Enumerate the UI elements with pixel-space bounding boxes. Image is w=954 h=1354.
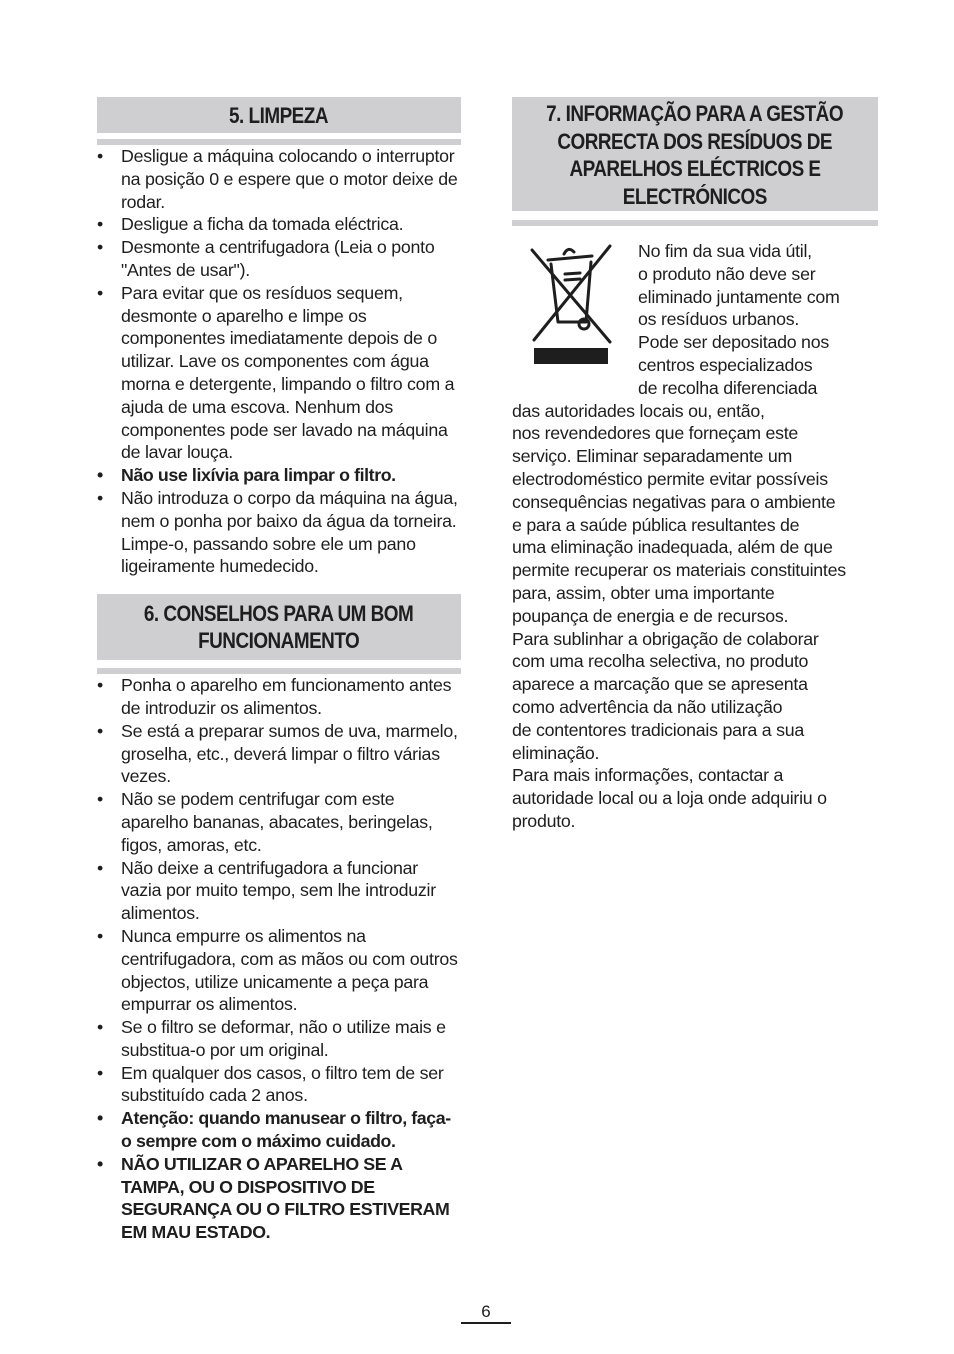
section-7-rule xyxy=(512,220,878,226)
crossed-out-wheelie-bin-icon xyxy=(528,240,614,366)
section-6-list-item: • Não se podem centrifugar com este aparelho bananas, abacates, beringelas, figos, amoras, etc. xyxy=(97,788,461,856)
section-6-list-item: • NÃO UTILIZAR O APARELHO SE A TAMPA, OU O DISPOSITIVO DE SEGURANÇA OU O FILTRO ESTIVERAM EM MAU ESTADO. xyxy=(97,1153,461,1244)
weee-text-wrapped: No fim da sua vida útil, o produto não deve ser eliminado juntamente com os resíduos urbanos. Pode ser depositado nos centros especializados de recolha diferenciada xyxy=(638,241,840,398)
section-7-title-line-4: ELECTRÓNICOS xyxy=(622,183,768,209)
section-6-list-item: • Não deixe a centrifugadora a funcionar vazia por muito tempo, sem lhe introduzir alimentos. xyxy=(97,857,461,925)
section-6-heading xyxy=(97,594,461,660)
section-6-title-line-2: FUNCIONAMENTO xyxy=(198,628,360,654)
left-column xyxy=(97,97,461,1244)
page-number: 6 xyxy=(481,1302,491,1321)
section-6-list-item: • Em qualquer dos casos, o filtro tem de ser substituído cada 2 anos. xyxy=(97,1062,461,1108)
section-7-title-line-1: 7. INFORMAÇÃO PARA A GESTÃO xyxy=(546,101,844,126)
section-5-title: 5. LIMPEZA xyxy=(229,103,329,128)
section-5-list-item: • Não introduza o corpo da máquina na água, nem o ponha por baixo da água da torneira. Limpe-o, passando sobre ele um pano ligeiramente humedecido. xyxy=(97,487,461,578)
section-5-list-item: • Desmonte a centrifugadora (Leia o ponto "Antes de usar"). xyxy=(97,236,461,282)
section-6-list-item: • Atenção: quando manusear o filtro, faça-o sempre com o máximo cuidado. xyxy=(97,1107,461,1153)
section-6-list-item: • Ponha o aparelho em funcionamento antes de introduzir os alimentos. xyxy=(97,674,461,720)
section-7-heading xyxy=(512,97,878,211)
section-6-list-item: • Se o filtro se deformar, não o utilize mais e substitua-o por um original. xyxy=(97,1016,461,1062)
section-7-title-line-2: CORRECTA DOS RESÍDUOS DE xyxy=(557,128,833,154)
section-5-list xyxy=(97,145,461,578)
section-5-list-item: • Para evitar que os resíduos sequem, desmonte o aparelho e limpe os componentes imediatamente depois de o utilizar. Lave os componentes com água morna e detergente, limpando o filtro com a ajuda de uma escova. Nenhum dos componentes pode ser lavado na máquina de lavar louça. xyxy=(97,282,461,464)
section-5-list-item: • Não use lixívia para limpar o filtro. xyxy=(97,464,461,487)
section-7-title-line-3: APARELHOS ELÉCTRICOS E xyxy=(569,156,821,181)
section-5-list-item: • Desligue a ficha da tomada eléctrica. xyxy=(97,213,461,236)
right-column xyxy=(512,97,878,833)
section-6-list xyxy=(97,674,461,1244)
section-5-heading xyxy=(97,97,461,133)
weee-text-continued: das autoridades locais ou, então, nos revendedores que forneçam este serviço. Eliminar separadamente um electrodoméstico permite evitar possíveis consequências negativas para o ambiente e para a saúde pública resultantes de uma eliminação inadequada, além de que permite recuperar os materiais constituintes para, assim, obter uma importante poupança de energia e de recursos. Para sublinhar a obrigação de colaborar com uma recolha selectiva, no produto aparece a marcação que se apresenta como advertência da não utilização de contentores tradicionais para a sua eliminação. Para mais informações, contactar a autoridade local ou a loja onde adquiriu o produto. xyxy=(512,400,846,831)
section-5-list-item: • Desligue a máquina colocando o interruptor na posição 0 e espere que o motor deixe de rodar. xyxy=(97,145,461,213)
section-6-list-item: • Nunca empurre os alimentos na centrifugadora, com as mãos ou com outros objectos, utilize unicamente a peça para empurrar os alimentos. xyxy=(97,925,461,1016)
section-6-title-line-1: 6. CONSELHOS PARA UM BOM xyxy=(144,601,414,627)
weee-info xyxy=(512,240,878,833)
page-number-rule xyxy=(461,1322,511,1324)
section-6-list-item: • Se está a preparar sumos de uva, marmelo, groselha, etc., deverá limpar o filtro várias vezes. xyxy=(97,720,461,788)
